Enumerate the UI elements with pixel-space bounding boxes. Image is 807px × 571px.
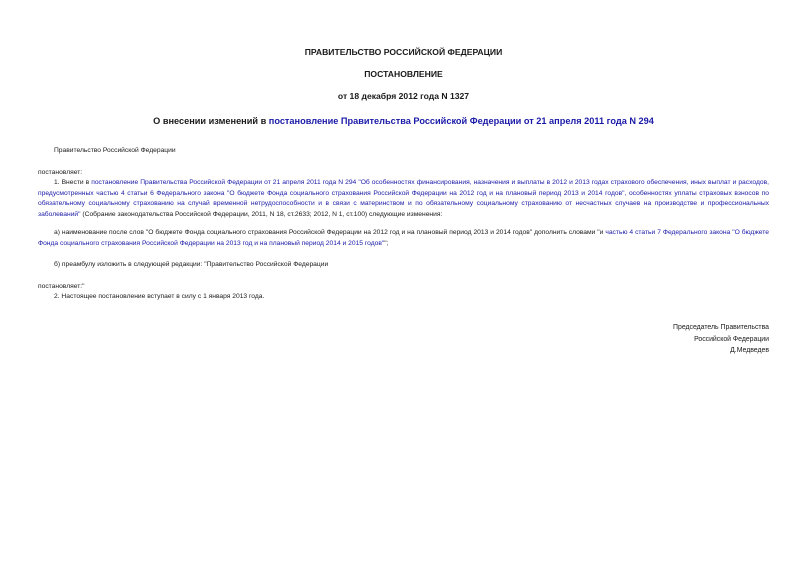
signature-position-line1: Председатель Правительства (673, 324, 769, 331)
item-1-prefix: 1. Внести в (54, 179, 92, 186)
document-date-number: от 18 декабря 2012 года N 1327 (337, 91, 470, 101)
government-heading: ПРАВИТЕЛЬСТВО РОССИЙСКОЙ ФЕДЕРАЦИИ (304, 47, 503, 57)
item-1-suffix: (Собрание законодательства Российской Федерации, 2011, N 18, ст.2633; 2012, N 1, ст.100) следующие изменения: (80, 210, 443, 218)
document-type: ПОСТАНОВЛЕНИЕ (364, 69, 443, 79)
document-title (0, 116, 807, 126)
signature-position-line2: Российской Федерации (694, 335, 769, 343)
decrees-line: постановляет: (38, 169, 83, 176)
item-a-law-link[interactable]: частью 4 статьи 7 Федерального закона "О бюджете Фонда социального страхования Российской Федерации на 2013 год и на плановый период 2014 и 2015 годов" (38, 229, 769, 247)
signature-name: Д.Медведев (730, 347, 769, 354)
item-b-paragraph: б) преамбулу изложить в следующей редакции: "Правительство Российской Федерации (54, 261, 329, 268)
issuer-line: Правительство Российской Федерации (54, 147, 176, 154)
item-a-paragraph (38, 228, 769, 249)
title-prefix: О внесении изменений в (153, 116, 269, 126)
item-1-decree-link[interactable]: постановление Правительства Российской Федерации от 21 апреля 2011 года N 294 "Об особенностях финансирования, назначения и выплаты в 2012 и 2013 годах страхового обеспечения, иных выплат и расходов, предусмотренных частью 4 статьи 6 Федерального закона "О бюджете Фонда социального страхования Российской Федерации на 2012 год и на плановый период 2013 и 2014 годов", особенностях уплаты страховых взносов по обязательному социальному страхованию на случай временной нетрудоспособности и в связи с материнством и по обязательному социальному страхованию от несчастных случаев на производстве и профессиональных заболеваний" (38, 179, 769, 218)
item-a-prefix: а) наименование после слов "О бюджете Фонда социального страхования Российской Федерации на 2012 год и на плановый период 2013 и 2014 годов" дополнить словами "и (54, 229, 606, 236)
title-decree-link[interactable]: постановление Правительства Российской Федерации от 21 апреля 2011 года N 294 (268, 116, 654, 126)
signature-block (673, 322, 769, 357)
item-1-paragraph (38, 178, 769, 220)
decrees-quote-line: постановляет:" (38, 283, 85, 290)
item-a-suffix: "; (384, 239, 389, 247)
item-2-paragraph: 2. Настоящее постановление вступает в силу с 1 января 2013 года. (54, 293, 265, 300)
